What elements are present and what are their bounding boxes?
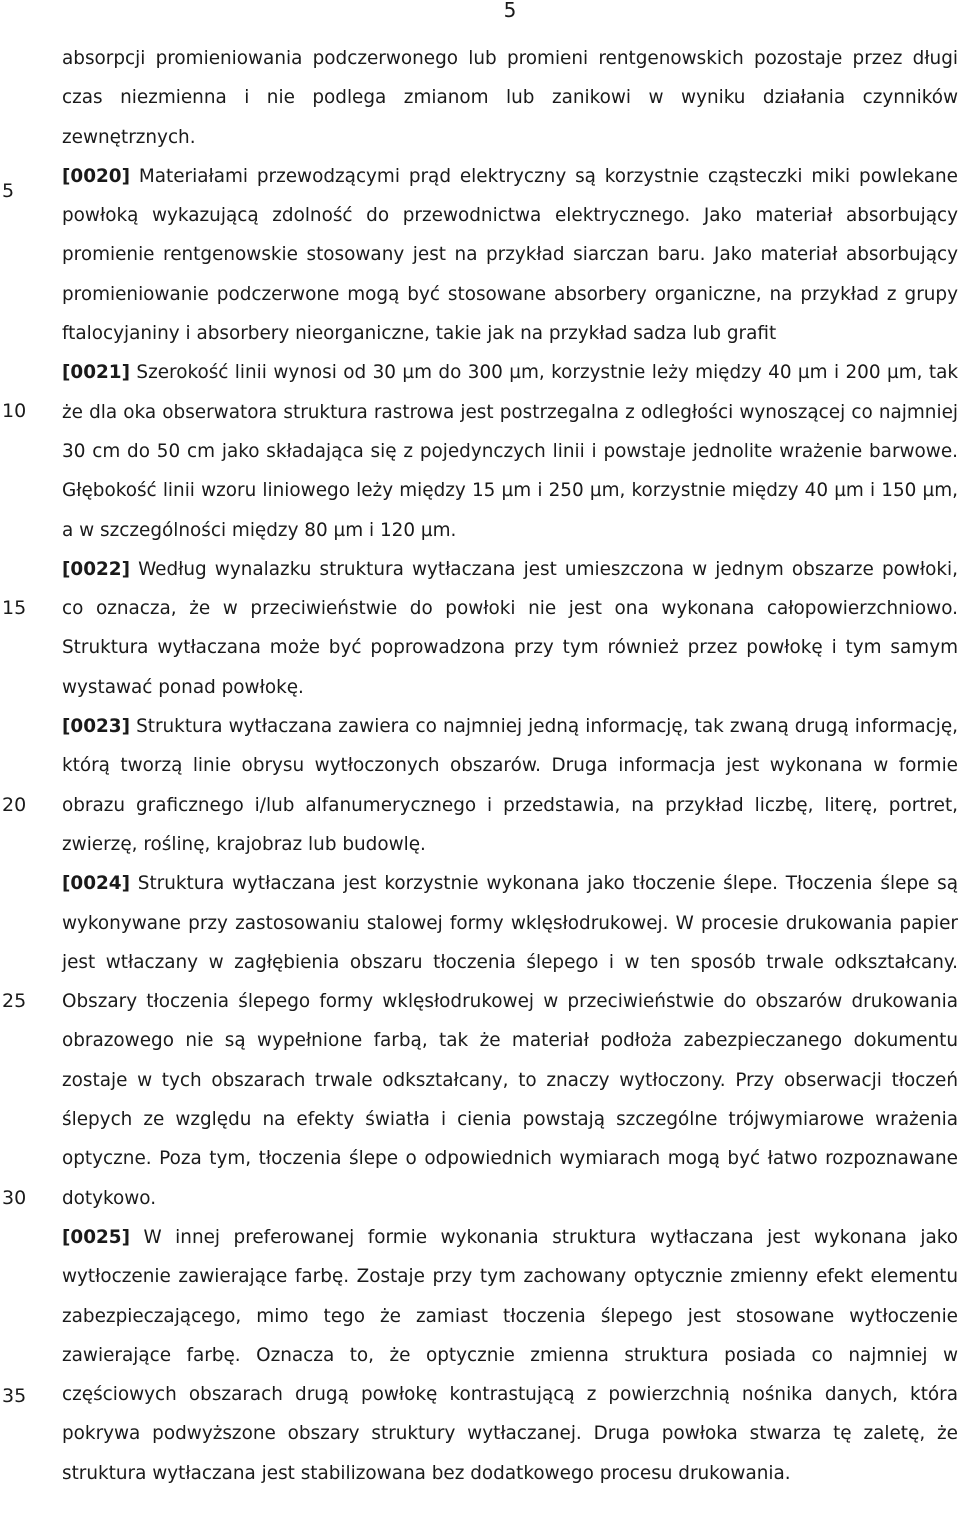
paragraph-0024	[62, 864, 958, 1218]
line-number: 25	[2, 990, 27, 1012]
paragraph-text: Struktura wytłaczana jest korzystnie wykonana jako tłoczenie ślepe. Tłoczenia ślepe są wykonywane przy zastosowaniu stalowej formy wklęsłodrukowej. W procesie drukowania papier jest wtłaczany w zagłębienia obszaru tłoczenia ślepego i w ten sposób trwale odkształcany. Obszary tłoczenia ślepego formy wklęsłodrukowej w przeciwieństwie do obszarów drukowania obrazowego nie są wypełnione farbą, tak że materiał podłoża zabezpieczanego dokumentu zostaje w tych obszarach trwale odkształcany, to znaczy wytłoczony. Przy obserwacji tłoczeń ślepych ze względu na efekty światła i cienia powstają szczególne trójwymiarowe wrażenia optyczne. Poza tym, tłoczenia ślepe o odpowiednich wymiarach mogą być łatwo rozpoznawane dotykowo.	[62, 873, 958, 1209]
line-number-margin	[0, 0, 40, 1530]
paragraph-0021	[62, 353, 958, 549]
line-number: 35	[2, 1385, 27, 1407]
paragraph-number: [0022]	[62, 558, 130, 580]
paragraph-0022	[62, 550, 958, 707]
paragraph-0020	[62, 157, 958, 353]
line-number: 5	[2, 180, 15, 202]
page-number: 5	[503, 0, 517, 22]
line-number: 30	[2, 1187, 27, 1209]
paragraph-0025	[62, 1218, 958, 1493]
paragraph-number: [0024]	[62, 873, 130, 895]
paragraph-text: absorpcji promieniowania podczerwonego lub promieni rentgenowskich pozostaje przez długi czas niezmienna i nie podlega zmianom lub zanikowi w wyniku działania czynników zewnętrznych.	[62, 48, 958, 148]
paragraph-text: Szerokość linii wynosi od 30 µm do 300 µm, korzystnie leży między 40 µm i 200 µm, tak że dla oka obserwatora struktura rastrowa jest postrzegalna z odległości wynoszącej co najmniej 30 cm do 50 cm jako składająca się z pojedynczych linii i powstaje jednolite wrażenie barwowe. Głębokość linii wzoru liniowego leży między 15 µm i 250 µm, korzystnie między 40 µm i 150 µm, a w szczególności między 80 µm i 120 µm.	[62, 362, 958, 541]
paragraph-number: [0025]	[62, 1226, 130, 1248]
line-number: 15	[2, 597, 27, 619]
paragraph-text: Struktura wytłaczana zawiera co najmniej jedną informację, tak zwaną drugą informację, którą tworzą linie obrysu wytłoczonych obszarów. Druga informacja jest wykonana w formie obrazu graficznego i/lub alfanumerycznego i przedstawia, na przykład liczbę, literę, portret, zwierzę, roślinę, krajobraz lub budowlę.	[62, 716, 958, 855]
paragraph-text: Materiałami przewodzącymi prąd elektryczny są korzystnie cząsteczki miki powlekane powłoką wykazującą zdolność do przewodnictwa elektrycznego. Jako materiał absorbujący promienie rentgenowskie stosowany jest na przykład siarczan baru. Jako materiał absorbujący promieniowanie podczerwone mogą być stosowane absorbery organiczne, na przykład z grupy ftalocyjaniny i absorbery nieorganiczne, takie jak na przykład sadza lub grafit	[62, 165, 958, 345]
paragraph-text: Według wynalazku struktura wytłaczana jest umieszczona w jednym obszarze powłoki, co oznacza, że w przeciwieństwie do powłoki nie jest ona wykonana całopowierzchniowo. Struktura wytłaczana może być poprowadzona przy tym również przez powłokę i tym samym wystawać ponad powłokę.	[62, 558, 958, 698]
paragraph-number: [0021]	[62, 362, 130, 384]
paragraph-continuation	[62, 39, 958, 157]
line-number: 20	[2, 794, 27, 816]
document-body	[62, 39, 958, 1493]
paragraph-number: [0020]	[62, 165, 130, 187]
paragraph-0023	[62, 707, 958, 864]
line-number: 10	[2, 400, 27, 422]
paragraph-number: [0023]	[62, 716, 130, 738]
paragraph-text: W innej preferowanej formie wykonania struktura wytłaczana jest wykonana jako wytłoczenie zawierające farbę. Zostaje przy tym zachowany optycznie zmienny efekt elementu zabezpieczającego, mimo tego że zamiast tłoczenia ślepego jest stosowane wytłoczenie zawierające farbę. Oznacza to, że optycznie zmienna struktura posiada co najmniej w częściowych obszarach drugą powłokę kontrastującą z powierzchnią nośnika danych, która pokrywa podwyższone obszary struktury wytłaczanej. Druga powłoka stwarza tę zaletę, że struktura wytłaczana jest stabilizowana bez dodatkowego procesu drukowania.	[62, 1226, 958, 1484]
